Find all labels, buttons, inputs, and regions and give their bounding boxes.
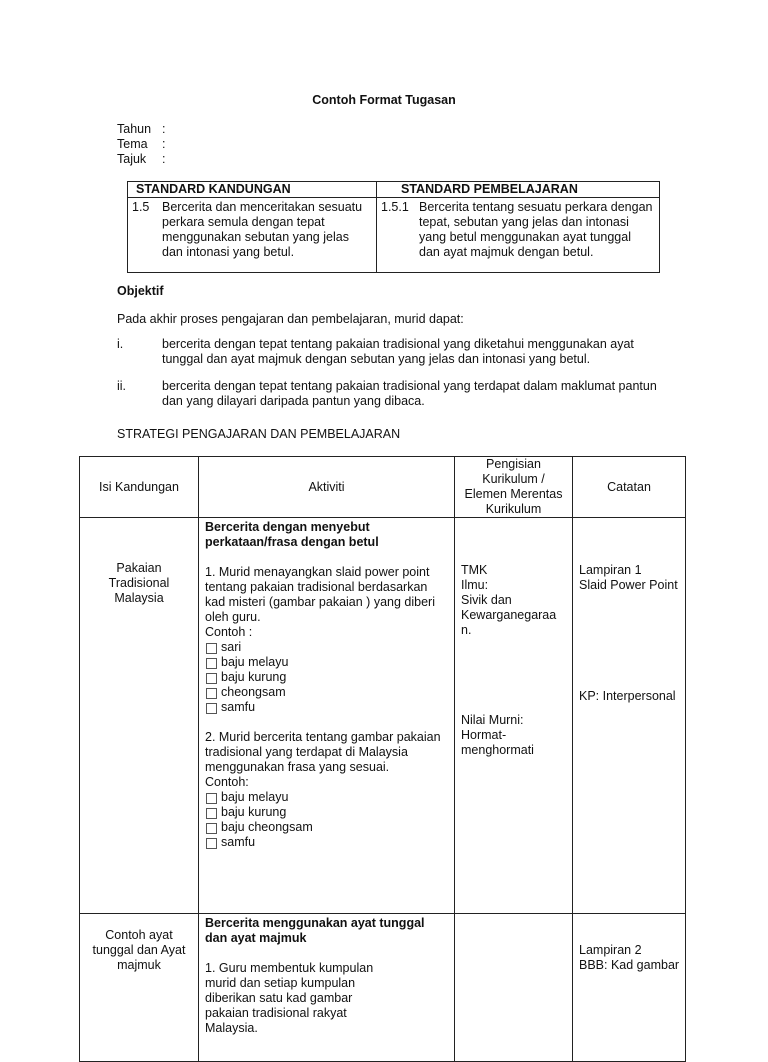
cell-standard-pembelajaran	[377, 198, 660, 273]
header-standard-kandungan: STANDARD KANDUNGAN	[128, 182, 377, 198]
cell-aktiviti	[199, 914, 455, 1062]
objektif-intro: Pada akhir proses pengajaran dan pembelajaran, murid dapat:	[117, 312, 464, 326]
table-row	[80, 914, 686, 1062]
checkbox-icon	[206, 688, 217, 699]
activity-step: 2. Murid bercerita tentang gambar pakaian tradisional yang terdapat di Malaysia menggunakan frasa yang sesuai.	[205, 730, 441, 774]
meta-fields	[117, 122, 165, 167]
meta-row-tajuk	[117, 152, 165, 167]
kandungan-text: Bercerita dan menceritakan sesuatu perkara semula dengan tepat menggunakan sebutan yang jelas dan intonasi yang betul.	[162, 200, 363, 259]
cell-isi	[80, 914, 199, 1062]
list-item: baju cheongsam	[205, 820, 449, 835]
list-item: baju kurung	[205, 670, 449, 685]
activity-step: 1. Guru membentuk kumpulan murid dan setiap kumpulan diberikan satu kad gambar pakaian tradisional rakyat Malaysia.	[205, 961, 374, 1035]
pengisian-sivik: Sivik dan Kewarganegaraa n.	[461, 593, 557, 637]
checkbox-icon	[206, 838, 217, 849]
cell-isi	[80, 518, 199, 914]
list-item: samfu	[205, 835, 449, 850]
catatan-kp: KP: Interpersonal	[579, 689, 676, 703]
header-pengisian-kurikulum: Pengisian Kurikulum / Elemen Merentas Kurikulum	[455, 457, 573, 518]
meta-key: Tahun	[117, 122, 152, 136]
contoh-label: Contoh:	[205, 775, 249, 789]
list-item: baju melayu	[205, 790, 449, 805]
checkbox-icon	[206, 643, 217, 654]
catatan-slaid: Slaid Power Point	[579, 578, 678, 592]
checkbox-icon	[206, 793, 217, 804]
contoh-label: Contoh :	[205, 625, 253, 639]
objektif-heading: Objektif	[117, 284, 164, 298]
activity-step: 1. Murid menayangkan slaid power point tentang pakaian tradisional berdasarkan kad misteri (gambar pakaian ) yang diberi oleh guru.	[205, 565, 435, 624]
meta-sep: :	[162, 137, 166, 151]
meta-sep: :	[162, 152, 166, 166]
list-item: cheongsam	[205, 685, 449, 700]
list-item: samfu	[205, 700, 449, 715]
item-marker: ii.	[117, 379, 127, 393]
cell-catatan	[573, 518, 686, 914]
meta-row-tema	[117, 137, 165, 152]
meta-row-tahun	[117, 122, 165, 137]
catatan-bbb: BBB: Kad gambar	[579, 958, 680, 972]
strategy-table	[79, 456, 686, 1062]
header-catatan: Catatan	[573, 457, 686, 518]
catatan-lampiran: Lampiran 2	[579, 943, 642, 957]
pembelajaran-text: Bercerita tentang sesuatu perkara dengan tepat, sebutan yang jelas dan intonasi yang betul menggunakan ayat tunggal dan ayat majmuk dengan betul.	[419, 200, 653, 259]
meta-sep: :	[162, 122, 166, 136]
checkbox-icon	[206, 808, 217, 819]
item-text: bercerita dengan tepat tentang pakaian tradisional yang terdapat dalam maklumat pantun dan yang dilayari daripada pantun yang dibaca.	[162, 379, 657, 408]
document-title: Contoh Format Tugasan	[312, 93, 456, 107]
meta-key: Tema	[117, 137, 148, 151]
list-item: baju kurung	[205, 805, 449, 820]
cell-pengisian	[455, 518, 573, 914]
meta-key: Tajuk	[117, 152, 147, 166]
activity-heading: Bercerita dengan menyebut perkataan/frasa dengan betul	[205, 520, 379, 549]
checkbox-icon	[206, 823, 217, 834]
objektif-item	[117, 337, 657, 367]
pengisian-tmk: TMK	[461, 563, 488, 577]
header-standard-pembelajaran: STANDARD PEMBELAJARAN	[377, 182, 660, 198]
activity-heading: Bercerita menggunakan ayat tunggal dan ayat majmuk	[205, 916, 425, 945]
pengisian-ilmu: Ilmu:	[461, 578, 489, 592]
isi-text: Contoh ayat tunggal dan Ayat majmuk	[92, 928, 186, 972]
checkbox-icon	[206, 658, 217, 669]
list-item: sari	[205, 640, 449, 655]
cell-catatan	[573, 914, 686, 1062]
item-marker: i.	[117, 337, 124, 351]
standards-table	[127, 181, 660, 273]
pengisian-nilai: Nilai Murni: Hormat-menghormati	[461, 713, 534, 757]
header-isi-kandungan: Isi Kandungan	[80, 457, 199, 518]
kandungan-number: 1.5	[132, 200, 150, 214]
cell-standard-kandungan	[128, 198, 377, 273]
isi-text: Pakaian Tradisional Malaysia	[108, 561, 170, 605]
table-row	[80, 518, 686, 914]
strategi-heading: STRATEGI PENGAJARAN DAN PEMBELAJARAN	[117, 427, 401, 441]
pembelajaran-number: 1.5.1	[381, 200, 409, 214]
cell-pengisian	[455, 914, 573, 1062]
catatan-lampiran: Lampiran 1	[579, 563, 642, 577]
checkbox-icon	[206, 673, 217, 684]
header-aktiviti: Aktiviti	[199, 457, 455, 518]
cell-aktiviti	[199, 518, 455, 914]
objektif-item	[117, 379, 657, 409]
list-item: baju melayu	[205, 655, 449, 670]
item-text: bercerita dengan tepat tentang pakaian tradisional yang diketahui menggunakan ayat tunggal dan ayat majmuk dengan sebutan yang jelas dan intonasi yang betul.	[162, 337, 634, 366]
checkbox-icon	[206, 703, 217, 714]
